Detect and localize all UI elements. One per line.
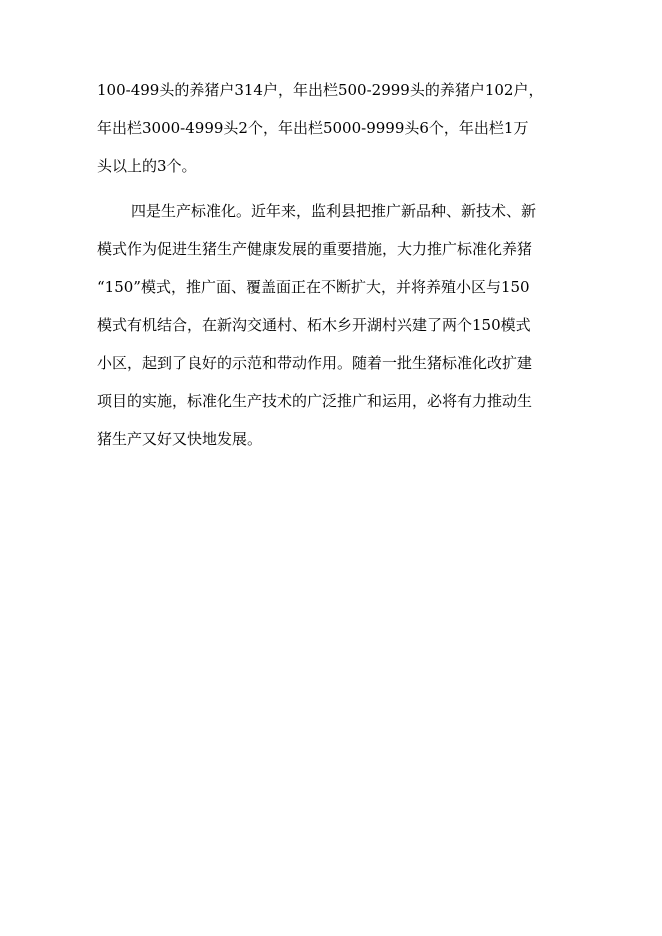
text-line-8: 小区，起到了良好的示范和带动作用。随着一批生猪标准化改扩建 [97, 354, 533, 372]
text-line-1: 100-499头的养猪户314户，年出栏500-2999头的养猪户102户， [97, 81, 544, 99]
text-line-9: 项目的实施，标准化生产技术的广泛推广和运用，必将有力推动生 [97, 392, 533, 410]
text-line-10: 猪生产又好又快地发展。 [97, 430, 263, 448]
text-line-3: 头以上的3个。 [97, 157, 197, 175]
text-line-6: “150”模式，推广面、覆盖面正在不断扩大，并将养殖小区与150 [97, 278, 530, 296]
paragraph-start-line: 四是生产标准化。近年来，监利县把推广新品种、新技术、新 [131, 202, 537, 220]
text-line-2: 年出栏3000-4999头2个，年出栏5000-9999头6个，年出栏1万 [97, 119, 529, 137]
text-line-5: 模式作为促进生猪生产健康发展的重要措施，大力推广标准化养猪 [97, 240, 533, 258]
text-line-7: 模式有机结合，在新沟交通村、柘木乡开湖村兴建了两个150模式 [97, 316, 531, 334]
